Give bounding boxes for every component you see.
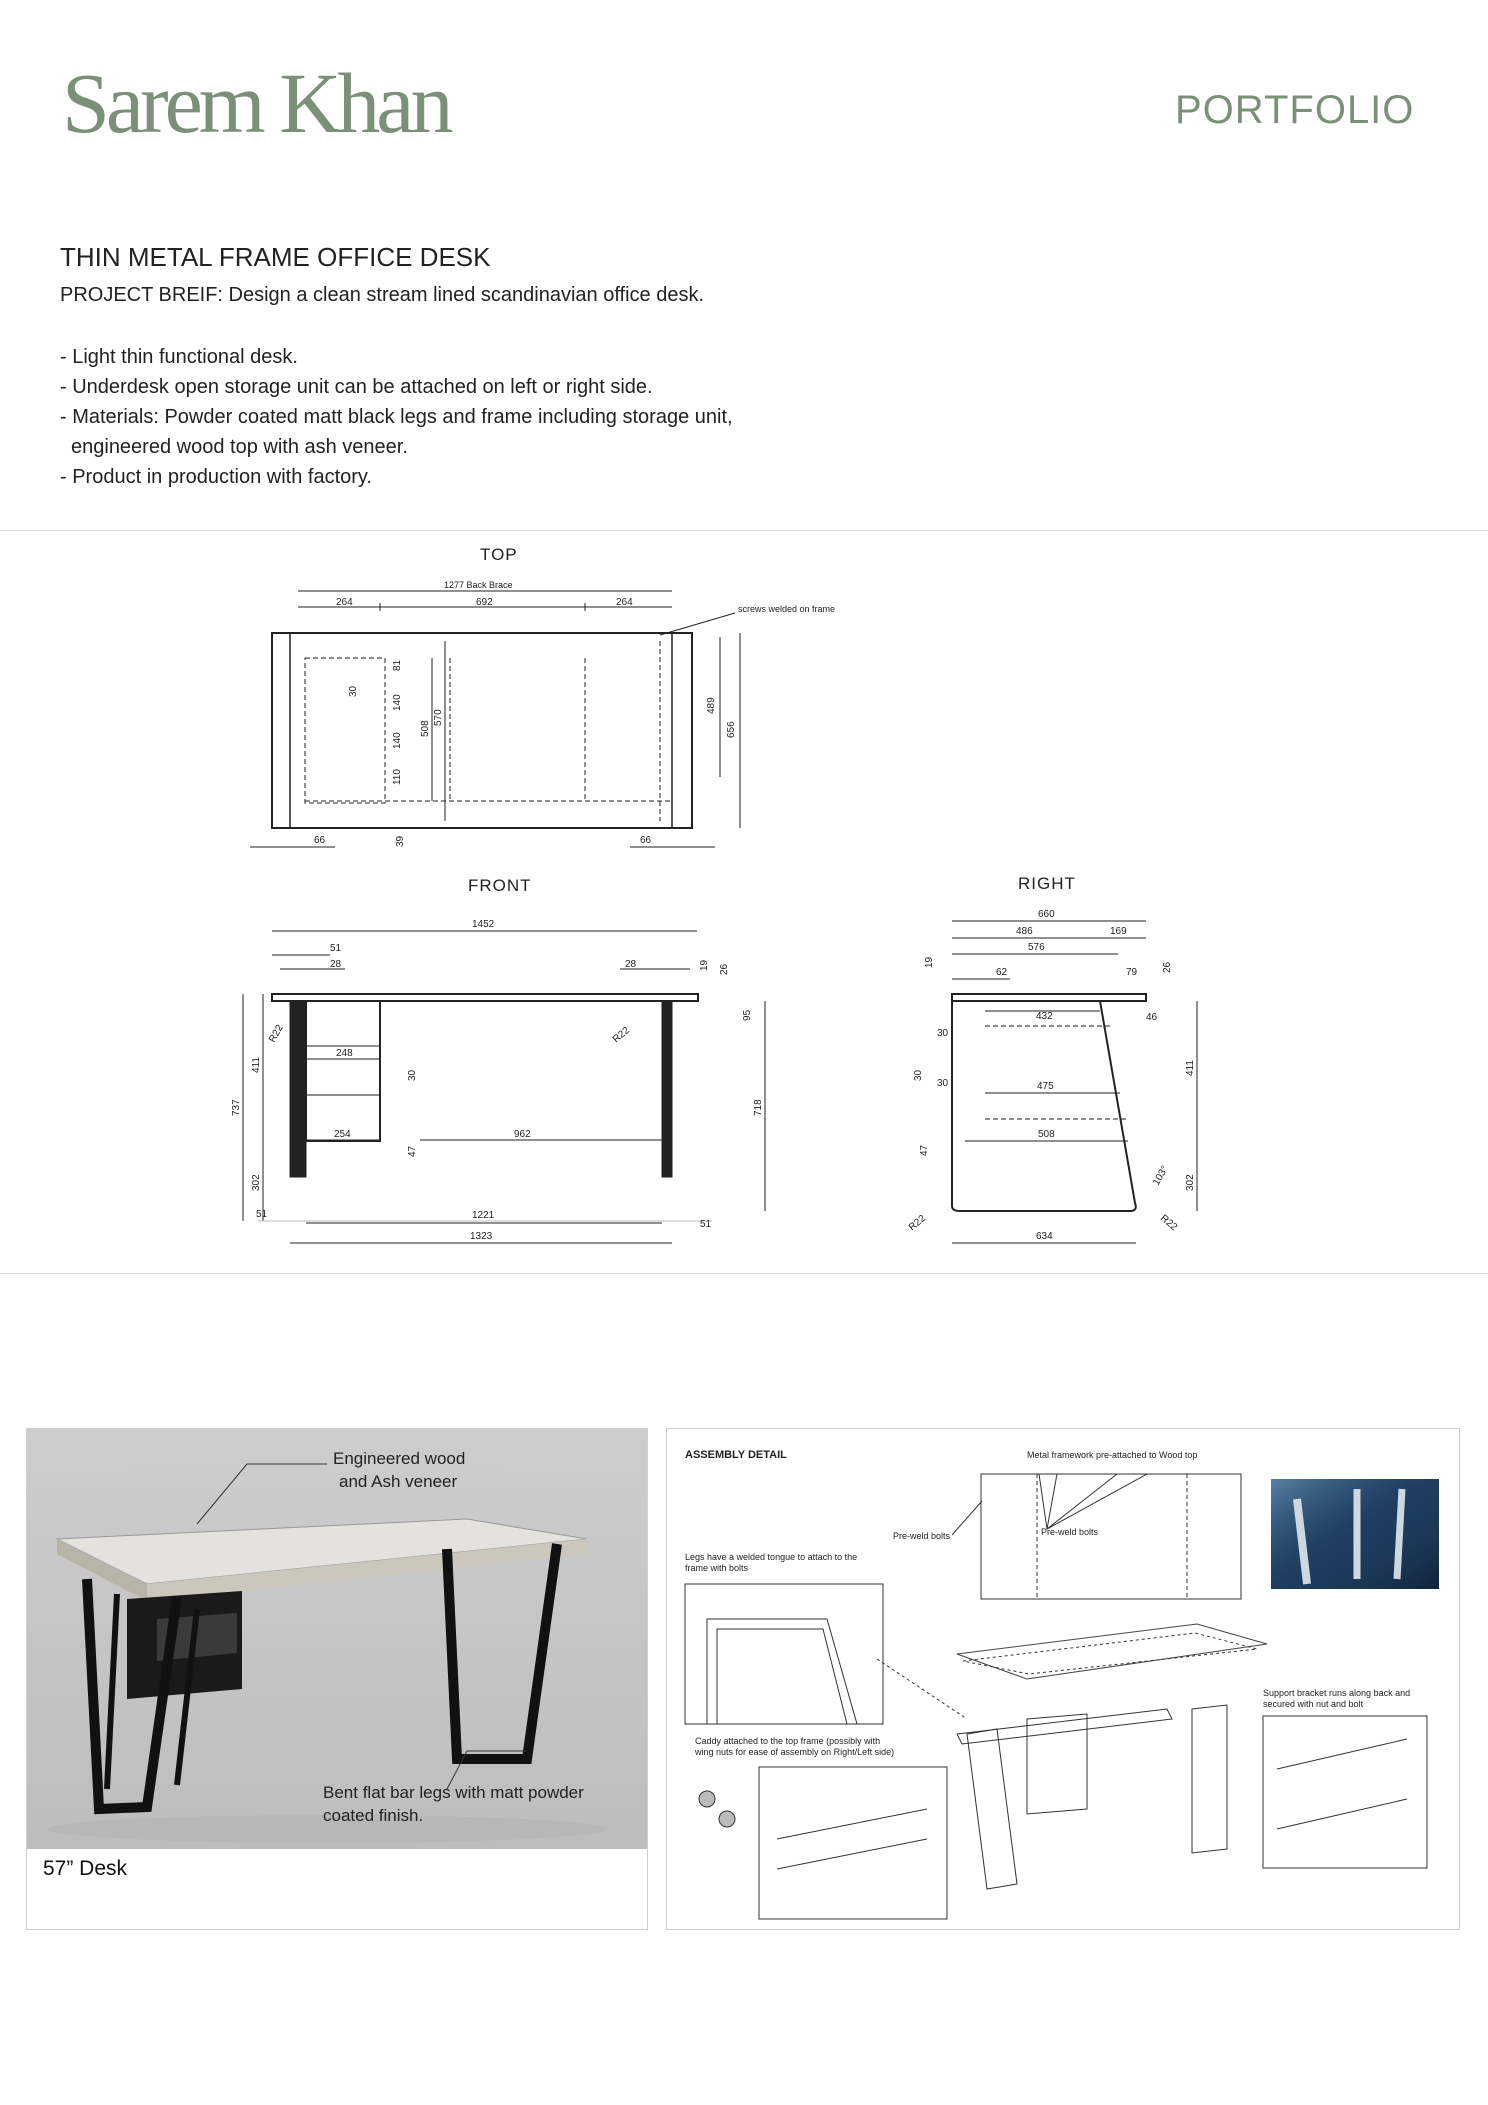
dim-front-737: 737 (231, 1099, 242, 1116)
note-screws: screws welded on frame (738, 604, 836, 614)
dim-right-19: 19 (924, 956, 935, 968)
preweld-center: Pre-weld bolts (1041, 1527, 1099, 1537)
dim-right-26: 26 (1162, 961, 1173, 973)
dim-right-411: 411 (1185, 1060, 1196, 1076)
dim-top-508: 508 (420, 720, 431, 737)
dim-right-169: 169 (1110, 926, 1127, 937)
dim-front-51: 51 (330, 943, 342, 954)
dim-top-264a: 264 (336, 597, 353, 608)
designer-name: Sarem Khan (62, 55, 450, 151)
bullet-item: - Underdesk open storage unit can be attached on left or right side. (60, 376, 653, 398)
dim-front-28a: 28 (330, 959, 342, 970)
dim-top-39: 39 (395, 835, 406, 847)
dim-front-411: 411 (251, 1057, 262, 1073)
dim-top-66b: 66 (640, 835, 652, 846)
dim-top-570: 570 (433, 709, 444, 726)
caddy-note-line1: Caddy attached to the top frame (possibly with (695, 1736, 881, 1746)
desk-caption: 57” Desk (43, 1857, 128, 1880)
dim-right-62: 62 (996, 967, 1008, 978)
dim-top-140a: 140 (392, 694, 403, 711)
dim-right-576: 576 (1028, 942, 1045, 953)
dim-top-110: 110 (392, 769, 403, 785)
preweld-left: Pre-weld bolts (893, 1531, 951, 1541)
dim-right-r22a: R22 (906, 1213, 928, 1234)
legs-note-line1: Legs have a welded tongue to attach to the (685, 1552, 858, 1562)
dim-right-30c: 30 (937, 1078, 949, 1089)
dim-right-508: 508 (1038, 1129, 1055, 1140)
dim-front-r22a: R22 (267, 1023, 286, 1045)
dim-right-103deg: 103° (1151, 1164, 1171, 1188)
assembly-detail-card (666, 1428, 1460, 1930)
dim-front-51b: 51 (256, 1209, 268, 1220)
dim-right-r22b: R22 (1158, 1212, 1180, 1234)
bullet-item: - Light thin functional desk. (60, 346, 298, 368)
technical-drawing-panel (0, 530, 1488, 1274)
label-wood-line2: and Ash veneer (339, 1472, 458, 1491)
dim-right-46: 46 (1146, 1012, 1158, 1023)
dim-front-302: 302 (251, 1174, 262, 1191)
dim-front-r22b: R22 (610, 1025, 632, 1046)
dim-right-30a: 30 (937, 1028, 949, 1039)
assembly-title: ASSEMBLY DETAIL (685, 1449, 787, 1461)
dim-front-47: 47 (407, 1145, 418, 1157)
dim-front-51c: 51 (700, 1219, 712, 1230)
label-legs-line2: coated finish. (323, 1806, 424, 1825)
project-title: THIN METAL FRAME OFFICE DESK (60, 242, 491, 272)
right-view-label: RIGHT (1018, 874, 1076, 893)
front-view-label: FRONT (468, 876, 532, 895)
dim-right-475: 475 (1037, 1081, 1054, 1092)
dim-front-19: 19 (699, 959, 710, 971)
dim-front-962: 962 (514, 1129, 531, 1140)
dim-right-302: 302 (1185, 1174, 1196, 1191)
dim-right-634: 634 (1036, 1231, 1053, 1242)
dim-front-718: 718 (753, 1099, 764, 1116)
dim-top-264b: 264 (616, 597, 633, 608)
dim-front-254: 254 (334, 1129, 351, 1140)
technical-drawing (0, 531, 1488, 1273)
desk-render-image (27, 1429, 647, 1849)
top-view-label: TOP (480, 545, 518, 564)
project-brief: PROJECT BREIF: Design a clean stream lined scandinavian office desk. (60, 284, 705, 306)
desk-render-illustration (27, 1429, 647, 1849)
dim-front-248: 248 (336, 1048, 353, 1059)
dim-top-81: 81 (392, 659, 403, 671)
project-bullets (60, 342, 733, 492)
dim-right-486: 486 (1016, 926, 1033, 937)
legs-note-line2: frame with bolts (685, 1563, 749, 1573)
dim-top-140b: 140 (392, 732, 403, 749)
dim-front-30: 30 (407, 1069, 418, 1081)
dim-top-489: 489 (706, 697, 717, 714)
desk-render-card (26, 1428, 648, 1930)
dim-top-656: 656 (726, 721, 737, 738)
dim-top-30: 30 (348, 685, 359, 697)
dim-top-692: 692 (476, 597, 493, 608)
note-framework: Metal framework pre-attached to Wood top (1027, 1450, 1198, 1460)
dim-right-47: 47 (919, 1144, 930, 1156)
dim-right-660: 660 (1038, 909, 1055, 920)
label-legs-line1: Bent flat bar legs with matt powder (323, 1783, 584, 1802)
assembly-illustration (667, 1429, 1459, 1929)
dim-back-brace: 1277 Back Brace (444, 580, 513, 590)
dim-front-1323: 1323 (470, 1231, 493, 1242)
dim-front-28b: 28 (625, 959, 637, 970)
dim-right-432: 432 (1036, 1011, 1053, 1022)
dim-front-1221: 1221 (472, 1210, 495, 1221)
label-wood-line1: Engineered wood (333, 1449, 466, 1468)
bullet-item: - Materials: Powder coated matt black legs and frame including storage unit, (60, 406, 733, 428)
dim-right-79: 79 (1126, 967, 1138, 978)
caddy-note-line2: wing nuts for ease of assembly on Right/Left side) (695, 1747, 895, 1757)
bullet-item: - Product in production with factory. (60, 466, 372, 488)
dim-top-66a: 66 (314, 835, 326, 846)
portfolio-label: PORTFOLIO (1175, 88, 1415, 132)
dim-front-95: 95 (742, 1009, 753, 1021)
dim-right-30b: 30 (913, 1069, 924, 1081)
dim-front-26: 26 (719, 963, 730, 975)
support-note-line2: secured with nut and bolt (1263, 1699, 1364, 1709)
dim-front-1452: 1452 (472, 919, 495, 930)
bullet-item: engineered wood top with ash veneer. (71, 436, 408, 458)
support-note-line1: Support bracket runs along back and (1263, 1688, 1411, 1698)
